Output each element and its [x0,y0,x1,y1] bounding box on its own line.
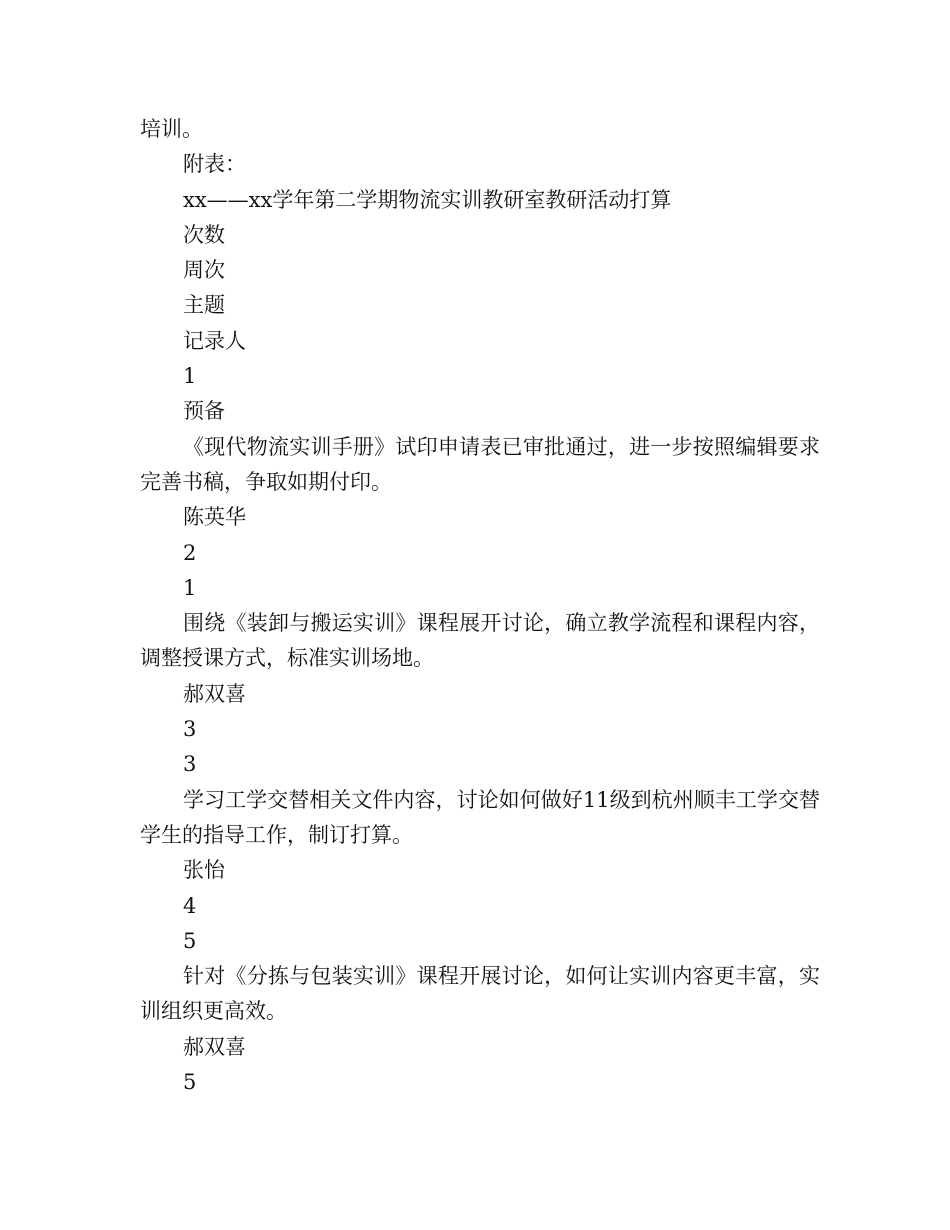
table-cell: 1 [183,575,197,600]
table-header-cell: 记录人 [183,328,246,353]
table-cell: 2 [183,540,197,565]
table-cell: 1 [183,364,197,389]
table-cell-topic: 《现代物流实训手册》试印申请表已审批通过，进一步按照编辑要求完善书稿，争取如期付印。 [140,434,820,494]
table-cell: 郝双喜 [183,681,246,706]
table-title: xx——xx学年第二学期物流实训教研室教研活动打算 [183,187,672,212]
table-header-cell: 周次 [183,258,225,283]
table-header-cell: 主题 [183,293,225,318]
table-cell: 3 [183,717,197,742]
table-header-cell: 次数 [183,222,225,247]
text-line: 附表： [183,152,246,177]
table-cell: 5 [183,1070,197,1095]
table-cell: 5 [183,928,197,953]
table-cell-topic: 学习工学交替相关文件内容，讨论如何做好11级到杭州顺丰工学交替学生的指导工作，制订打算。 [140,787,820,847]
table-cell-topic: 围绕《装卸与搬运实训》课程展开讨论，确立教学流程和课程内容，调整授课方式，标准实训场地。 [140,611,820,671]
table-cell: 张怡 [183,858,225,883]
table-cell-topic: 针对《分拣与包装实训》课程开展讨论，如何让实训内容更丰富，实训组织更高效。 [140,964,820,1024]
table-cell: 郝双喜 [183,1034,246,1059]
table-cell: 陈英华 [183,505,246,530]
table-cell: 预备 [183,399,225,424]
text-line: 培训。 [140,117,203,141]
table-cell: 3 [183,752,197,777]
table-cell: 4 [183,893,197,918]
document-body [140,112,820,1100]
